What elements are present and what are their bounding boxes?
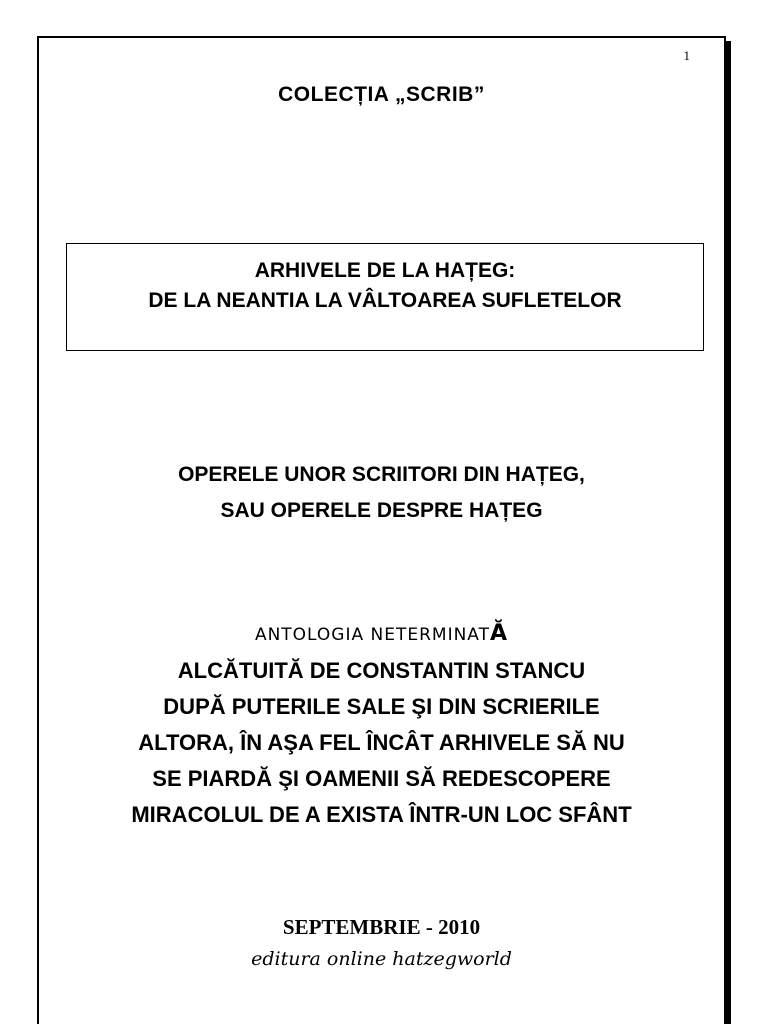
page-number: 1 [683, 48, 690, 63]
subtitle-line-2: SAU OPERELE DESPRE HAȚEG [220, 499, 543, 522]
description [39, 653, 724, 833]
title-line-1: ARHIVELE DE LA HAȚEG: [254, 259, 516, 282]
description-line-1: ALCĂTUITĂ DE CONSTANTIN STANCU [177, 658, 586, 683]
title-box [66, 243, 704, 351]
antology-last-letter: Ă [490, 621, 509, 646]
antology-text: ANTOLOGIA NETERMINAT [254, 625, 491, 645]
subtitle-line-1: OPERELE UNOR SCRIITORI DIN HAȚEG, [178, 463, 585, 486]
description-line-2: DUPĂ PUTERILE SALE ŞI DIN SCRIERILE [163, 694, 600, 719]
description-line-3: ALTORA, ÎN AŞA FEL ÎNCÂT ARHIVELE SĂ NU [138, 730, 625, 755]
antology-heading [39, 621, 724, 646]
description-line-4: SE PIARDĂ ŞI OAMENII SĂ REDESCOPERE [152, 766, 611, 791]
collection-title: COLECȚIA „SCRIB” [278, 83, 485, 106]
subtitle [39, 457, 724, 529]
publication-date: SEPTEMBRIE - 2010 [282, 915, 481, 939]
title-line-2: DE LA NEANTIA LA VÂLTOAREA SUFLETELOR [148, 289, 622, 312]
document-page [37, 36, 726, 1024]
publisher: editura online hatzegworld [251, 948, 512, 970]
description-line-5: MIRACOLUL DE A EXISTA ÎNTR-UN LOC SFÂNT [131, 802, 632, 827]
